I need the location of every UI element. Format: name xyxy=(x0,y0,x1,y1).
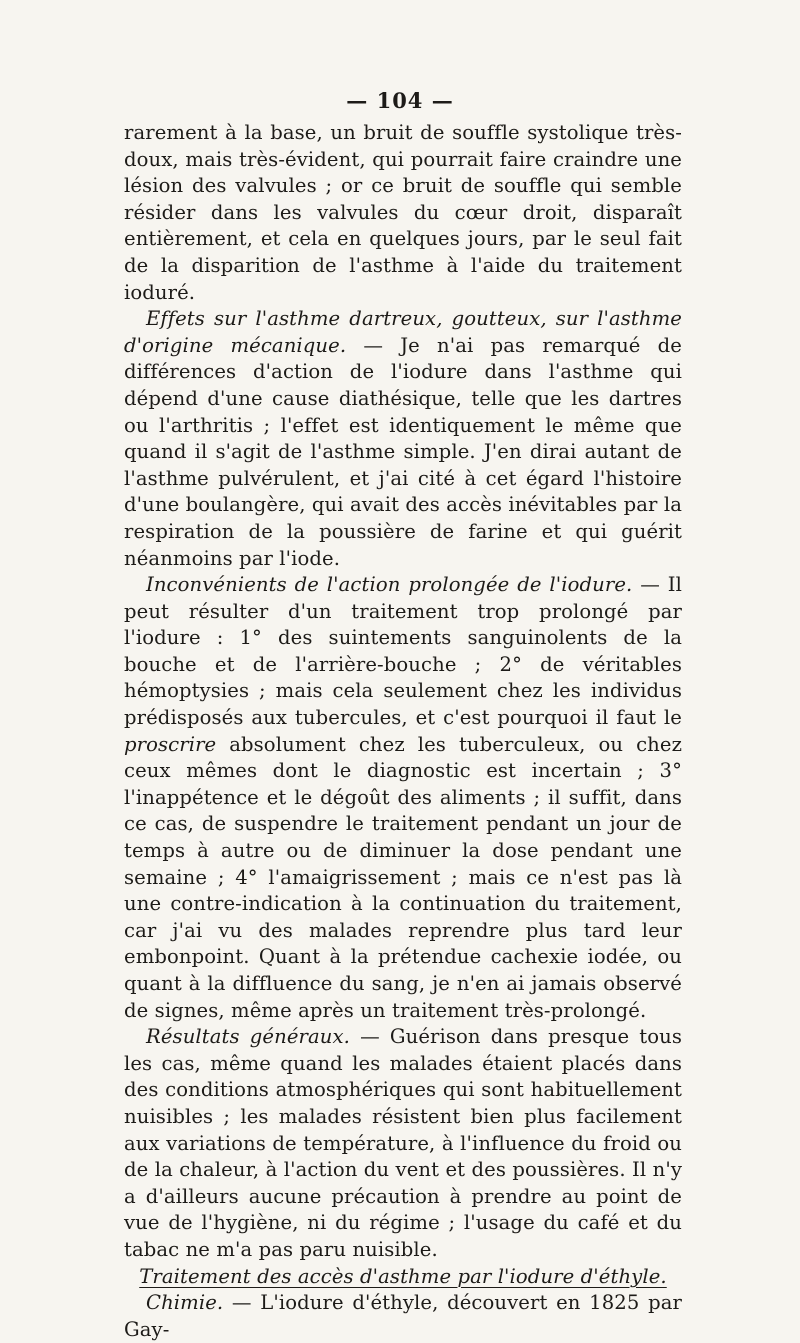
section-title-results: Résultats généraux. xyxy=(146,1025,350,1049)
paragraph-text: — Guérison dans presque tous les cas, même quand les malades étaient placés dans des conditions atmosphériques qui sont habituellement nuisibles ; les malades résistent bien plus facilement aux variations de température, à l'influence du froid ou de la chaleur, à l'action du vent et des poussières. Il n'y a d'ailleurs aucune précaution à prendre au point de vue de l'hygiène, ni du régime ; l'usage du café et du tabac ne m'a pas paru nuisible. xyxy=(124,1025,683,1261)
page-number: — 104 — xyxy=(346,88,454,113)
paragraph-text: — L'iodure d'éthyle, découvert en 1825 par Gay- xyxy=(124,1291,682,1341)
section-title-effects: Effets sur l'asthme dartreux, goutteux, sur l'asthme d'origine mécanique. xyxy=(124,307,682,357)
paragraph-general-results xyxy=(124,1024,682,1263)
paragraph-text: rarement à la base, un bruit de souffle systolique très-doux, mais très-évident, qui pourrait faire craindre une lésion des valvules ; or ce bruit de souffle qui semble résider dans les valvules du cœur droit, disparaît entièrement, et cela en quelques jours, par le seul fait de la disparition de l'asthme à l'aide du traitement ioduré. xyxy=(124,121,682,304)
paragraph-chemistry xyxy=(124,1290,682,1343)
paragraph-text: — Je n'ai pas remarqué de différences d'action de l'iodure dans l'asthme qui dépend d'une cause diathésique, telle que les dartres ou l'arthritis ; l'effet est identiquement le même que quand il s'agit de l'asthme simple. J'en dirai autant de l'asthme pulvérulent, et j'ai cité à cet égard l'histoire d'une boulangère, qui avait des accès inévitables par la respiration de la poussière de farine et qui guérit néanmoins par l'iode. xyxy=(124,333,683,570)
paragraph-asthma-heart-murmur xyxy=(124,120,682,306)
emphasis-proscrire: proscrire xyxy=(124,732,217,756)
paragraph-inconveniences xyxy=(124,572,682,1024)
paragraph-text: — Il peut résulter d'un traitement trop prolongé par l'iodure : 1° des suintements sanguinolents de la bouche et de l'arrière-bouche ; 2° de véritables hémoptysies ; mais cela seulement chez les individus prédisposés aux tubercules, et c'est pourquoi il faut le xyxy=(124,573,682,730)
body-text xyxy=(124,120,682,1343)
section-title-inconveniences: Inconvénients de l'action prolongée de l'iodure. xyxy=(146,573,633,597)
section-title-chimie: Chimie. xyxy=(146,1291,224,1315)
paragraph-text: absolument chez les tuberculeux, ou chez ceux mêmes dont le diagnostic est incertain ; 3° l'inappétence et le dégoût des aliments ; il suffit, dans ce cas, de suspendre le traitement pendant un jour de temps à autre ou de diminuer la dose pendant une semaine ; 4° l'amaigrissement ; mais ce n'est pas là une contre-indication à la continuation du traitement, car j'ai vu des malades reprendre plus tard leur embonpoint. Quant à la prétendue cachexie iodée, ou quant à la diffluence du sang, je n'en ai jamais observé de signes, même après un traitement très-prolongé. xyxy=(124,732,682,1022)
paragraph-effects xyxy=(124,306,682,572)
section-heading-ethyl-iodide: Traitement des accès d'asthme par l'iodure d'éthyle. xyxy=(139,1264,667,1288)
